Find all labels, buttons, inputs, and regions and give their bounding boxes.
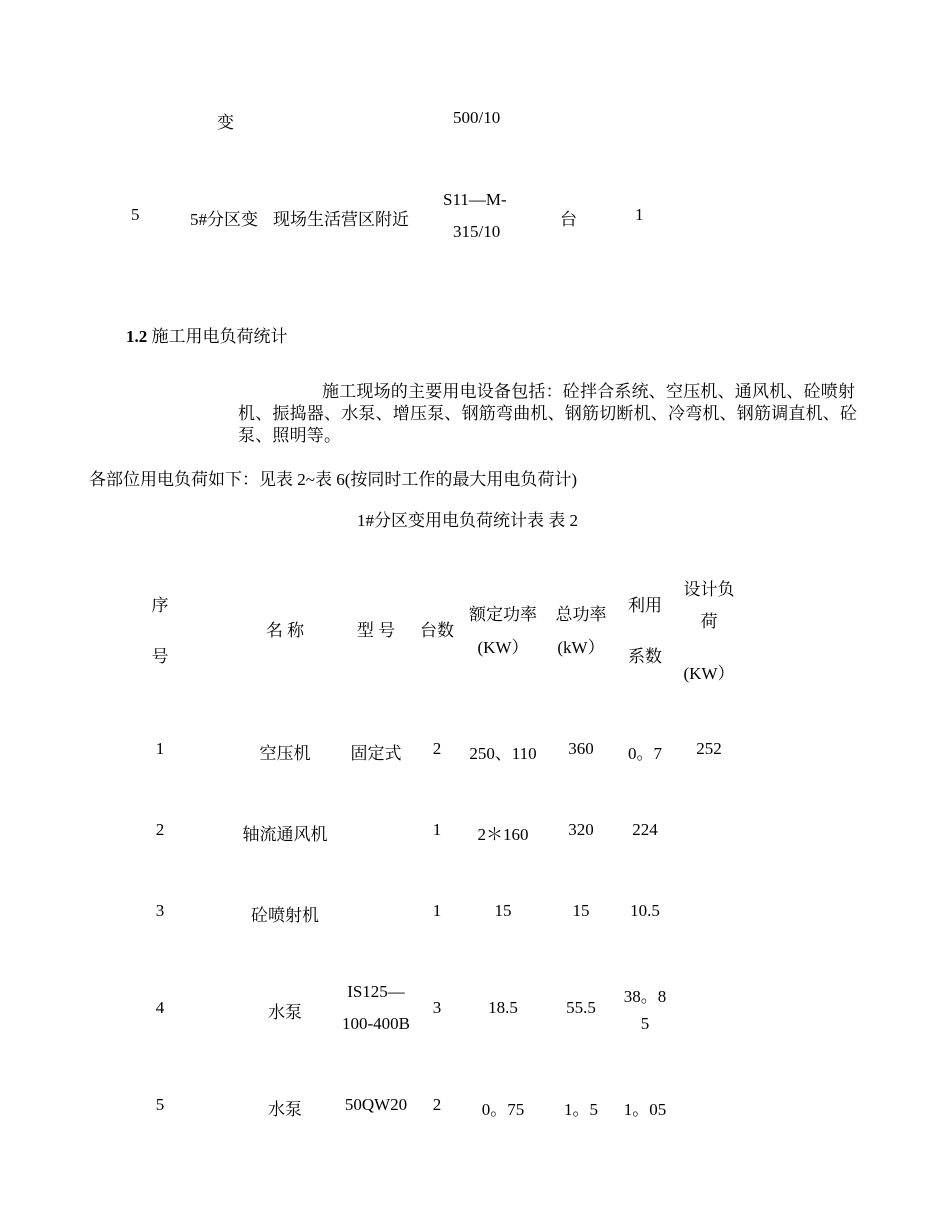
cell-model: 固定式 — [350, 744, 402, 763]
header-design-line2: 荷 — [700, 612, 718, 631]
prev-table-row-qty: 1 — [635, 205, 644, 224]
cell-count: 2 — [432, 1095, 442, 1114]
cell-util-line1: 38。8 — [623, 987, 667, 1006]
cell-util: 10.5 — [630, 901, 660, 920]
header-rated-line2: (KW） — [477, 638, 529, 657]
prev-table-row-model-line1: S11—M- — [443, 190, 507, 209]
cell-rated: 250、110 — [469, 744, 537, 763]
load-sentence: 各部位用电负荷如下：见表 2~表 6(按同时工作的最大用电负荷计) — [89, 470, 578, 489]
cell-rated: 0。75 — [481, 1100, 525, 1119]
cell-count: 3 — [432, 998, 442, 1017]
cell-rated: 15 — [494, 901, 512, 920]
prev-table-model-fragment: 500/10 — [453, 108, 501, 127]
cell-name: 水泵 — [268, 1003, 302, 1022]
cell-count: 1 — [432, 901, 442, 920]
header-total-line2: (kW） — [557, 638, 605, 657]
header-total-line1: 总功率 — [555, 605, 607, 624]
cell-name: 砼喷射机 — [251, 906, 319, 925]
cell-name: 轴流通风机 — [242, 825, 328, 844]
header-count: 台数 — [420, 621, 454, 640]
cell-total: 55.5 — [566, 998, 596, 1017]
cell-count: 1 — [432, 820, 442, 839]
table-caption: 1#分区变用电负荷统计表 表 2 — [357, 511, 578, 530]
cell-util-line2: 5 — [640, 1014, 650, 1033]
header-design-line1: 设计负 — [683, 580, 735, 599]
section-title: 施工用电负荷统计 — [151, 327, 288, 346]
cell-no: 2 — [155, 820, 165, 839]
cell-util: 1。05 — [623, 1100, 667, 1119]
section-number: 1.2 — [126, 327, 148, 346]
cell-model-line1: IS125— — [347, 982, 405, 1001]
prev-table-name-fragment: 变 — [217, 113, 234, 132]
cell-rated: 18.5 — [488, 998, 518, 1017]
header-design-line3: (KW） — [683, 664, 735, 683]
cell-total: 360 — [568, 739, 594, 758]
cell-count: 2 — [432, 739, 442, 758]
cell-total: 15 — [572, 901, 590, 920]
header-model: 型 号 — [356, 621, 396, 640]
header-rated-line1: 额定功率 — [469, 605, 537, 624]
section-heading — [126, 322, 288, 347]
cell-no: 1 — [155, 739, 165, 758]
cell-no: 4 — [155, 998, 165, 1017]
cell-name: 空压机 — [259, 744, 311, 763]
header-seq-line1: 序 — [151, 596, 169, 615]
cell-rated: 2＊160 — [477, 825, 529, 844]
cell-util: 0。7 — [628, 744, 662, 763]
cell-no: 3 — [155, 901, 165, 920]
prev-table-row-no: 5 — [131, 205, 140, 224]
cell-no: 5 — [155, 1095, 165, 1114]
cell-name: 水泵 — [268, 1100, 302, 1119]
cell-design: 252 — [696, 739, 722, 758]
header-seq-line2: 号 — [151, 647, 169, 666]
header-name: 名 称 — [265, 621, 305, 640]
cell-util: 224 — [632, 820, 658, 839]
prev-table-row-unit: 台 — [560, 210, 577, 229]
cell-total: 1。5 — [564, 1100, 598, 1119]
intro-paragraph: 施工现场的主要用电设备包括：砼拌合系统、空压机、通风机、砼喷射机、振捣器、水泵、增压泵、钢筋弯曲机、钢筋切断机、冷弯机、钢筋调直机、砼泵、照明等。 — [238, 382, 858, 445]
prev-table-row-location: 现场生活营区附近 — [273, 210, 409, 229]
header-util-line1: 利用 — [628, 596, 662, 615]
cell-model: 50QW20 — [344, 1095, 408, 1114]
cell-model-line2: 100-400B — [342, 1014, 410, 1033]
prev-table-row-name: 5#分区变 — [190, 210, 258, 229]
cell-total: 320 — [568, 820, 594, 839]
header-util-line2: 系数 — [628, 647, 662, 666]
prev-table-row-model-line2: 315/10 — [453, 222, 501, 241]
